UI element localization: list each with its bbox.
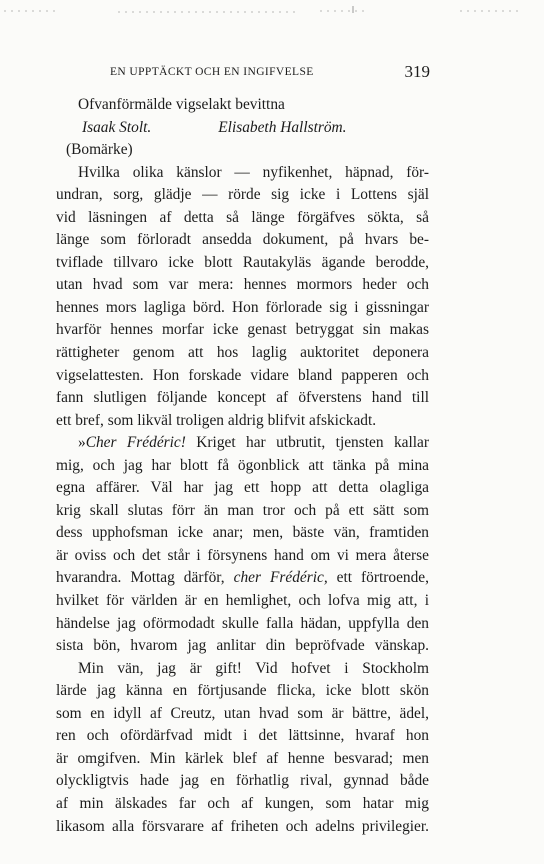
text-line: länge som förloradt ansedda dokument, på hvars be- — [56, 231, 429, 249]
scan-artifact-marks — [0, 4, 544, 16]
text-line: egna affärer. Väl har jag ett hopp att detta olagliga — [56, 479, 429, 497]
page-body — [56, 94, 429, 838]
running-head: EN UPPTÄCKT OCH EN INGIFVELSE — [110, 66, 314, 78]
open-quote: » — [78, 434, 86, 452]
letter-address: cher Frédéric, — [233, 569, 328, 587]
text-line: tviflade tillvaro icke blott Rautakyläs ägande berodde, — [56, 253, 429, 271]
text-line: dess upphofsman icke anar; men, bäste vän, framtiden — [56, 524, 429, 542]
text-line: hvilket för världen är en hemlighet, och lofva mig att, i — [56, 592, 429, 610]
letter-salutation: Cher Frédéric! — [85, 434, 186, 452]
signature-line — [56, 117, 429, 140]
text-segment: Kriget har utbrutit, tjensten kallar — [196, 434, 429, 452]
page-header — [110, 62, 430, 84]
text-line: olyckligtvis hade jag en förhatlig rival, gynnad både — [56, 772, 429, 790]
signature-left: Isaak Stolt. — [82, 118, 152, 136]
text-line: utan hvad som var mera: hennes mormors heder och — [56, 276, 429, 294]
text-line — [56, 432, 429, 455]
text-line: ett bref, som likväl troligen aldrig blifvit afskickadt. — [56, 411, 377, 429]
text-line: händelse jag oförmodadt skulle falla hädan, uppfylla den — [56, 614, 429, 632]
text-line: är omgifven. Min kärlek blef af henne besvarad; men — [56, 749, 429, 767]
text-line: likasom alla försvarare af friheten och adelns privilegier. — [56, 817, 429, 835]
text-line: hennes mors lagliga börd. Hon förlorade sig i gissningar — [56, 298, 429, 316]
text-line: fann slutligen följande koncept af öfverstens hand till — [56, 389, 429, 407]
text-line: vid läsningen af detta så länge förgäfves sökta, så — [56, 208, 429, 226]
mark-note: (Bomärke) — [66, 141, 133, 159]
text-line: undran, sorg, glädje — rörde sig icke i Lottens själ — [56, 186, 429, 204]
text-line: vigselattesten. Hon forskade vidare bland papperen och — [56, 366, 429, 384]
text-line: Ofvanförmälde vigselakt bevittna — [78, 96, 285, 113]
text-line: mig, och jag har blott få ögonblick att tänka på mina — [56, 456, 429, 474]
text-line: är oviss och det står i försynens hand om vi mera återse — [56, 546, 429, 564]
text-line: lärde jag känna en förtjusande flicka, icke blott skön — [56, 682, 429, 700]
text-segment: ett förtroende, — [336, 569, 429, 587]
text-line: Hvilka olika känslor — nyfikenhet, häpnad, för- — [78, 163, 429, 181]
text-line: sista bön, hvarom jag anlitar din bepröfvade vänskap. — [56, 637, 429, 655]
text-line: ren och ofördärfvad midt i det lättsinne, hvaraf hon — [56, 727, 429, 745]
text-line: som en idyll af Creutz, utan hvad som är bättre, ädel, — [56, 704, 429, 722]
text-line: krig skall slutas förr än man tror och på ett sätt som — [56, 501, 429, 519]
text-line: af min älskades far och af kungen, som hatar mig — [56, 794, 429, 812]
text-segment: hvarandra. Mottag därför, — [56, 569, 225, 587]
text-line: rättigheter genom att hos laglig auktoritet deponera — [56, 344, 429, 362]
page-number: 319 — [404, 62, 430, 81]
text-line — [56, 567, 429, 590]
signature-right: Elisabeth Hallström. — [218, 118, 347, 136]
text-line: hvarför hennes morfar icke genast betryggat sin makas — [56, 321, 429, 339]
text-line: Min vän, jag är gift! Vid hofvet i Stockholm — [78, 659, 429, 677]
